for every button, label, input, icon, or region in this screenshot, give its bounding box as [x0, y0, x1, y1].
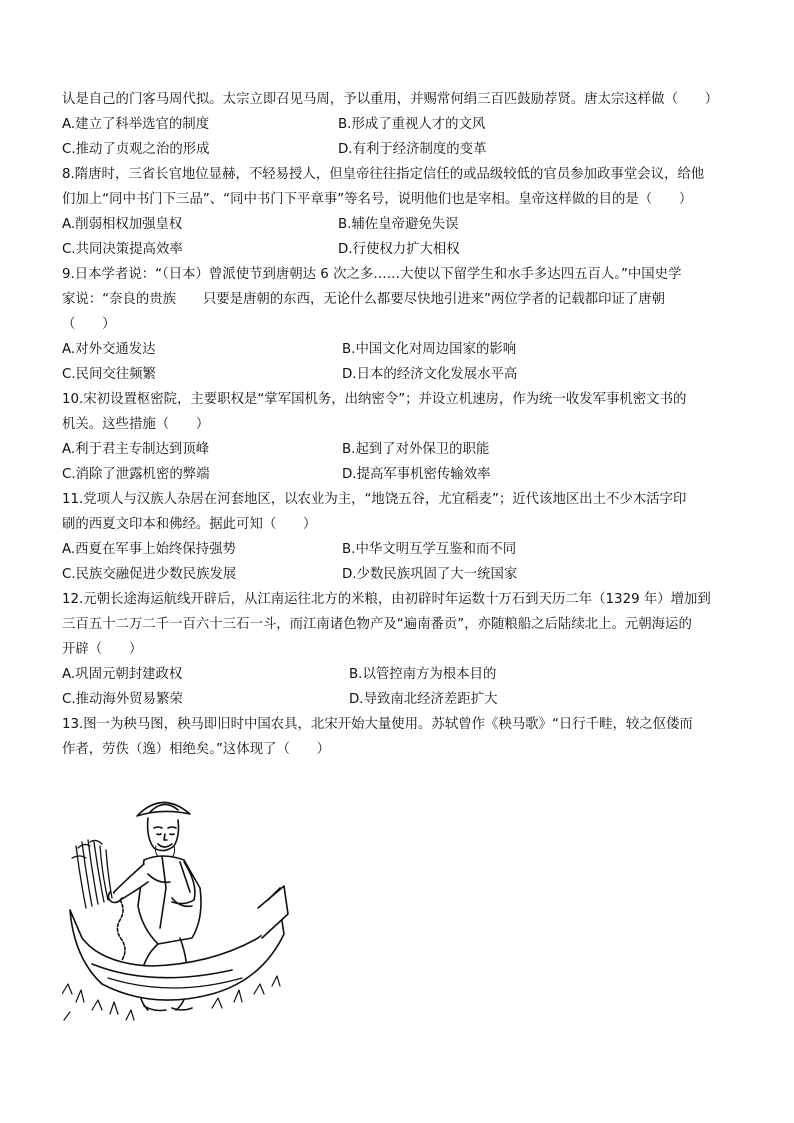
q8-option-a: A.削弱相权加强皇权: [62, 217, 183, 232]
q9-stem-line-1: 9.日本学者说：“（日本）曾派使节到唐朝达 6 次之多……大使以下留学生和水手多达四五百人。”中国史学: [62, 267, 682, 282]
q8-stem-line-2: 们加上“同中书门下三品”、“同中书门下平章事”等名号，说明他们也是宰相。皇帝这样做的目的是（ ）: [62, 192, 693, 207]
q10-option-b: B.起到了对外保卫的职能: [342, 442, 490, 457]
q12-stem-line-2: 三百五十二万二千一百六十三石一斗，而江南诸色物产及“遍南番贡”，亦随粮船之后陆续北上。元朝海运的: [62, 617, 692, 632]
q12-stem-line-1: 12.元朝长途海运航线开辟后，从江南运往北方的米粮，由初辟时年运数十万石到天历二年（1329 年）增加到: [62, 592, 711, 607]
q8-option-c: C.共同决策提高效率: [62, 242, 183, 257]
q11-option-d: D.少数民族巩固了大一统国家: [342, 567, 518, 582]
farmer-on-rice-seedling-boat-illustration: [62, 788, 294, 1026]
q8-option-d: D.行使权力扩大相权: [338, 242, 460, 257]
q10-option-a: A.利于君主专制达到顶峰: [62, 442, 210, 457]
q9-option-d: D.日本的经济文化发展水平高: [342, 367, 518, 382]
q10-option-d: D.提高军事机密传输效率: [342, 467, 491, 482]
q9-stem-line-3: （ ）: [62, 317, 116, 332]
q10-stem-line-1: 10.宋初设置枢密院，主要职权是“掌军国机务，出纳密令”；并设立机速房，作为统一收发军事机密文书的: [62, 392, 687, 407]
q12-option-d: D.导致南北经济差距扩大: [349, 692, 498, 707]
q13-stem-line-1: 13.图一为秧马图，秧马即旧时中国农具，北宋开始大量使用。苏轼曾作《秧马歌》“日行千畦，较之伛偻而: [62, 717, 693, 732]
q12-option-c: C.推动海外贸易繁荣: [62, 692, 183, 707]
q11-option-b: B.中华文明互学互鉴和而不同: [342, 542, 517, 557]
q12-option-a: A.巩固元朝封建政权: [62, 667, 183, 682]
q12-option-b: B.以管控南方为根本目的: [349, 667, 497, 682]
q11-option-a: A.西夏在军事上始终保持强势: [62, 542, 236, 557]
q11-stem-line-2: 刷的西夏文印本和佛经。据此可知（ ）: [62, 517, 317, 532]
q9-stem-line-2: 家说：“奈良的贵族 只要是唐朝的东西，无论什么都要尽快地引进来”两位学者的记载都印证了唐朝: [62, 292, 666, 307]
q9-option-c: C.民间交往频繁: [62, 367, 156, 382]
q8-stem-line-1: 8.隋唐时，三省长官地位显赫，不轻易授人，但皇帝往往指定信任的或品级较低的官员参加政事堂会议，给他: [62, 167, 705, 182]
q7-option-b: B.形成了重视人才的文风: [338, 117, 486, 132]
q10-stem-line-2: 机关。这些措施（ ）: [62, 417, 210, 432]
q9-option-b: B.中国文化对周边国家的影响: [342, 342, 517, 357]
q7-option-c: C.推动了贞观之治的形成: [62, 142, 210, 157]
q11-option-c: C.民族交融促进少数民族发展: [62, 567, 237, 582]
q11-stem-line-1: 11.党项人与汉族人杂居在河套地区，以农业为主，“地饶五谷，尤宜稻麦”；近代该地区出土不少木活字印: [62, 492, 687, 507]
q12-stem-line-3: 开辟（ ）: [62, 642, 143, 657]
q10-option-c: C.消除了泄露机密的弊端: [62, 467, 210, 482]
q7-option-a: A.建立了科举选官的制度: [62, 117, 210, 132]
q8-option-b: B.辅佐皇帝避免失误: [338, 217, 459, 232]
q9-option-a: A.对外交通发达: [62, 342, 156, 357]
q13-stem-line-2: 作者，劳佚（逸）相绝矣。”这体现了（ ）: [62, 742, 331, 757]
q7-option-d: D.有利于经济制度的变革: [338, 142, 487, 157]
q7-stem-continuation: 认是自己的门客马周代拟。太宗立即召见马周，予以重用，并赐常何绢三百匹鼓励荐贤。唐太宗这样做（ ）: [62, 92, 719, 107]
